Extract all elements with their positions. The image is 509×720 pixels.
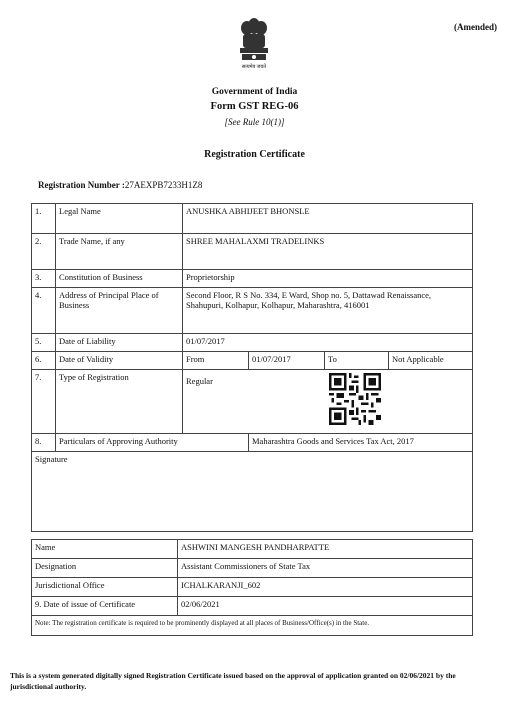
row-number: 1. — [32, 204, 56, 234]
table-row — [32, 616, 473, 636]
registration-type-value: Regular — [186, 376, 213, 386]
designation-label: Designation — [32, 559, 178, 578]
display-note: Note: The registration certificate is required to be prominently displayed at all places of Business/Office(s) in the State. — [32, 616, 473, 636]
address-label: Address of Principal Place of Business — [56, 288, 183, 334]
row-number: 7. — [32, 370, 56, 434]
row-number: 5. — [32, 334, 56, 352]
approving-authority-label: Particulars of Approving Authority — [56, 434, 249, 452]
rule-reference: [See Rule 10(1)] — [224, 117, 285, 127]
table-row — [32, 578, 473, 597]
address-value: Second Floor, R S No. 334, E Ward, Shop no. 5, Dattawad Renaissance, Shahupuri, Kolhapur, Kolhapur, Maharashtra, 416001 — [183, 288, 473, 334]
validity-to-value: Not Applicable — [389, 352, 473, 370]
row-number: 3. — [32, 270, 56, 288]
jurisdictional-office-value: ICHALKARANJI_602 — [178, 578, 473, 597]
table-row — [32, 559, 473, 578]
validity-from-value: 01/07/2017 — [249, 352, 325, 370]
table-row — [32, 370, 473, 434]
trade-name-value: SHREE MAHALAXMI TRADELINKS — [183, 234, 473, 270]
row-number: 6. — [32, 352, 56, 370]
table-row — [32, 597, 473, 616]
qr-code-icon — [329, 373, 381, 425]
approving-authority-value: Maharashtra Goods and Services Tax Act, 2017 — [249, 434, 473, 452]
liability-value: 01/07/2017 — [183, 334, 473, 352]
legal-name-value: ANUSHKA ABHIJEET BHONSLE — [183, 204, 473, 234]
signatory-table — [31, 539, 473, 636]
validity-to-label: To — [325, 352, 389, 370]
table-row — [32, 434, 473, 452]
registration-type-label: Type of Registration — [56, 370, 183, 434]
row-number: 8. — [32, 434, 56, 452]
table-row — [32, 204, 473, 234]
table-row — [32, 270, 473, 288]
table-row — [32, 288, 473, 334]
table-row — [32, 540, 473, 559]
issue-date-value: 02/06/2021 — [178, 597, 473, 616]
row-number: 2. — [32, 234, 56, 270]
registration-number-value: 27AEXPB7233H1Z8 — [124, 180, 203, 190]
table-row — [32, 234, 473, 270]
registration-number — [38, 180, 202, 190]
jurisdictional-office-label: Jurisdictional Office — [32, 578, 178, 597]
liability-label: Date of Liability — [56, 334, 183, 352]
government-heading: Government of India — [211, 87, 298, 97]
registration-details-table — [31, 203, 473, 532]
constitution-value: Proprietorship — [183, 270, 473, 288]
amended-label: (Amended) — [454, 22, 497, 32]
signatory-name-label: Name — [32, 540, 178, 559]
constitution-label: Constitution of Business — [56, 270, 183, 288]
form-title: Form GST REG-06 — [210, 101, 299, 112]
registration-type-cell — [183, 370, 473, 434]
legal-name-label: Legal Name — [56, 204, 183, 234]
emblem-caption: सत्यमेव जयते — [241, 65, 267, 70]
issue-date-label: 9. Date of issue of Certificate — [32, 597, 178, 616]
row-number: 4. — [32, 288, 56, 334]
signatory-name-value: ASHWINI MANGESH PANDHARPATTE — [178, 540, 473, 559]
signature-label: Signature — [32, 452, 473, 532]
footer-disclaimer: This is a system generated digitally signed Registration Certificate issued based on the approval of application granted on 02/06/2021 by the jurisdictional authority. — [10, 671, 456, 692]
table-row — [32, 334, 473, 352]
signature-row — [32, 452, 473, 532]
validity-from-label: From — [183, 352, 249, 370]
table-row — [32, 352, 473, 370]
trade-name-label: Trade Name, if any — [56, 234, 183, 270]
designation-value: Assistant Commissioners of State Tax — [178, 559, 473, 578]
validity-label: Date of Validity — [56, 352, 183, 370]
certificate-title: Registration Certificate — [204, 149, 305, 160]
registration-number-label: Registration Number : — [38, 180, 125, 190]
